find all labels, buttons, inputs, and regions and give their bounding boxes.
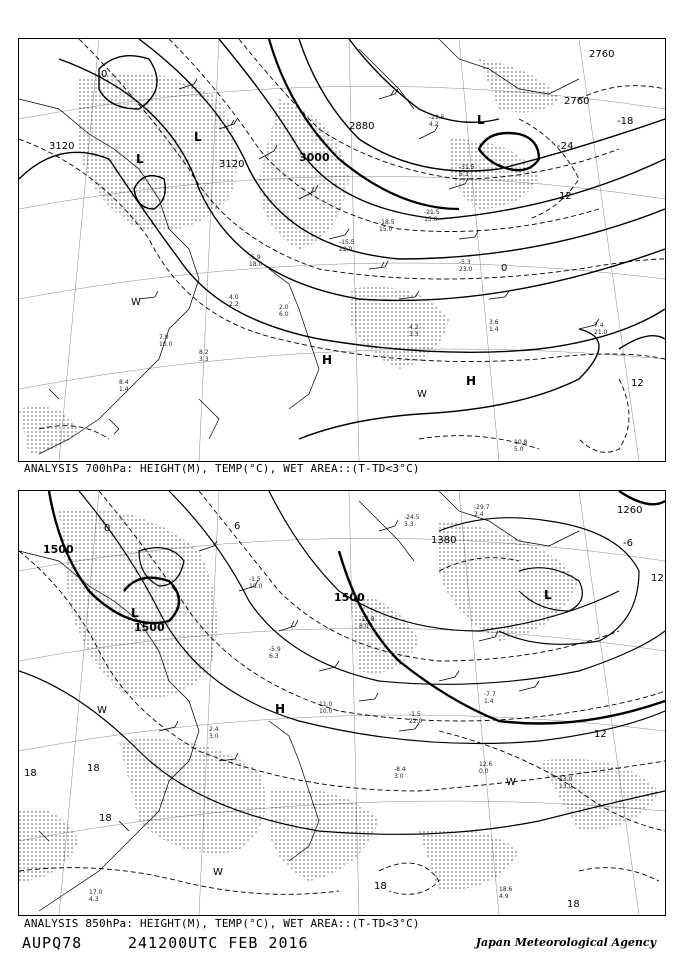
- low-center: L: [544, 588, 552, 602]
- height-label: 3120: [49, 141, 75, 152]
- svg-text:-31.5: -31.5: [459, 164, 475, 171]
- svg-text:4.2: 4.2: [429, 121, 439, 128]
- svg-text:10.8: 10.8: [514, 439, 528, 446]
- svg-text:1.4: 1.4: [484, 698, 494, 705]
- temp-label: -18: [617, 116, 634, 127]
- svg-text:-8.4: -8.4: [394, 766, 406, 773]
- low-center: L: [194, 130, 202, 144]
- low-center: L: [136, 152, 144, 166]
- temp-label: 6: [234, 521, 241, 532]
- svg-text:-15.8: -15.8: [359, 616, 375, 623]
- svg-text:6.3: 6.3: [269, 653, 279, 660]
- svg-text:1.4: 1.4: [119, 386, 129, 393]
- svg-text:4.3: 4.3: [89, 896, 99, 903]
- warm-marker: W: [97, 705, 107, 716]
- svg-text:10.0: 10.0: [159, 341, 173, 348]
- agency-name: Japan Meteorological Agency: [475, 936, 656, 949]
- svg-text:7.0: 7.0: [159, 334, 169, 341]
- temp-label: -24: [557, 141, 574, 152]
- temp-label: -6: [623, 538, 633, 549]
- svg-text:-7.7: -7.7: [484, 691, 496, 698]
- svg-text:3.0: 3.0: [394, 773, 404, 780]
- map-700hpa: [18, 38, 666, 462]
- svg-text:4.0: 4.0: [229, 294, 239, 301]
- high-center: H: [275, 702, 286, 716]
- svg-text:18.6: 18.6: [499, 886, 513, 893]
- height-label: 1500: [43, 543, 74, 556]
- temp-label: 12: [594, 729, 607, 740]
- svg-text:0.0: 0.0: [479, 768, 489, 775]
- svg-text:4.9: 4.9: [499, 893, 509, 900]
- svg-text:-5.9: -5.9: [249, 254, 261, 261]
- low-center: L: [477, 113, 485, 127]
- svg-text:18.0: 18.0: [249, 261, 263, 268]
- svg-text:-15.5: -15.5: [339, 239, 355, 246]
- temp-label: 18: [87, 763, 100, 774]
- svg-text:12.6: 12.6: [479, 761, 493, 768]
- svg-text:6.3: 6.3: [459, 171, 469, 178]
- svg-text:-21.5: -21.5: [424, 209, 440, 216]
- map-850hpa: [18, 490, 666, 916]
- svg-text:-29.5: -29.5: [429, 114, 445, 121]
- temp-label: 18: [99, 813, 112, 824]
- svg-text:10.0: 10.0: [319, 708, 333, 715]
- svg-text:4.2: 4.2: [409, 324, 419, 331]
- valid-time: 241200UTC FEB 2016: [128, 934, 309, 952]
- height-label: 2760: [589, 49, 615, 60]
- warm-marker: W: [213, 867, 223, 878]
- height-label: 2760: [564, 96, 590, 107]
- svg-text:1.4: 1.4: [489, 326, 499, 333]
- warm-marker: W: [131, 297, 141, 308]
- svg-text:2.2: 2.2: [229, 301, 239, 308]
- svg-text:22.0: 22.0: [339, 246, 353, 253]
- svg-text:13.0: 13.0: [559, 776, 573, 783]
- svg-text:-1.5: -1.5: [409, 711, 421, 718]
- warm-marker: W: [417, 389, 427, 400]
- map-700hpa-canvas: [19, 39, 665, 461]
- svg-text:2.4: 2.4: [474, 511, 484, 518]
- svg-text:23.0: 23.0: [459, 266, 473, 273]
- svg-text:18.0: 18.0: [249, 583, 263, 590]
- chart-code: AUPQ78: [22, 934, 83, 952]
- svg-text:6.0: 6.0: [279, 311, 289, 318]
- temp-label: 0: [104, 523, 111, 534]
- svg-text:3.3: 3.3: [409, 331, 419, 338]
- svg-text:13.0: 13.0: [559, 783, 573, 790]
- svg-text:-5.3: -5.3: [459, 259, 471, 266]
- svg-text:22.0: 22.0: [409, 718, 423, 725]
- svg-text:3.3: 3.3: [404, 521, 414, 528]
- height-label: 1500: [134, 621, 165, 634]
- svg-text:5.0: 5.0: [514, 446, 524, 453]
- high-center: H: [466, 374, 477, 388]
- temp-label: 12: [631, 378, 644, 389]
- svg-text:8.2: 8.2: [199, 349, 209, 356]
- svg-text:3.0: 3.0: [209, 733, 219, 740]
- temp-label: 12: [651, 573, 664, 584]
- svg-text:3.6: 3.6: [489, 319, 499, 326]
- svg-text:21.0: 21.0: [594, 329, 608, 336]
- svg-text:8.0: 8.0: [359, 623, 369, 630]
- high-center: H: [322, 353, 333, 367]
- wet-area: [19, 509, 659, 891]
- svg-text:2.4: 2.4: [209, 726, 219, 733]
- low-center: L: [131, 606, 139, 620]
- temp-label: 18: [567, 899, 580, 910]
- temp-label: 0: [501, 263, 508, 274]
- temp-label: 18: [24, 768, 37, 779]
- svg-text:-29.7: -29.7: [474, 504, 490, 511]
- warm-marker: W: [506, 777, 516, 788]
- svg-text:-18.5: -18.5: [379, 219, 395, 226]
- svg-text:11.0: 11.0: [319, 701, 333, 708]
- height-label: 1500: [334, 591, 365, 604]
- panel-caption-850hpa: ANALYSIS 850hPa: HEIGHT(M), TEMP(°C), WET AREA::(T-TD<3°C): [24, 917, 420, 930]
- svg-text:-24.5: -24.5: [404, 514, 420, 521]
- temp-label: 12: [559, 191, 572, 202]
- svg-text:17.0: 17.0: [89, 889, 103, 896]
- height-label: 2880: [349, 121, 375, 132]
- svg-text:3.3: 3.3: [199, 356, 209, 363]
- svg-text:8.4: 8.4: [119, 379, 129, 386]
- map-850hpa-canvas: [19, 491, 665, 915]
- svg-text:15.0: 15.0: [379, 226, 393, 233]
- height-label: 3000: [299, 151, 330, 164]
- temp-label: 0: [101, 69, 108, 80]
- svg-text:-5.9: -5.9: [269, 646, 281, 653]
- temp-label: 18: [374, 881, 387, 892]
- height-label: 1380: [431, 535, 457, 546]
- svg-text:7.4: 7.4: [594, 322, 604, 329]
- height-label: 1260: [617, 505, 643, 516]
- svg-text:15.0: 15.0: [424, 216, 438, 223]
- height-label: 3120: [219, 159, 245, 170]
- svg-text:2.0: 2.0: [279, 304, 289, 311]
- svg-text:-1.5: -1.5: [249, 576, 261, 583]
- panel-caption-700hpa: ANALYSIS 700hPa: HEIGHT(M), TEMP(°C), WET AREA::(T-TD<3°C): [24, 462, 420, 475]
